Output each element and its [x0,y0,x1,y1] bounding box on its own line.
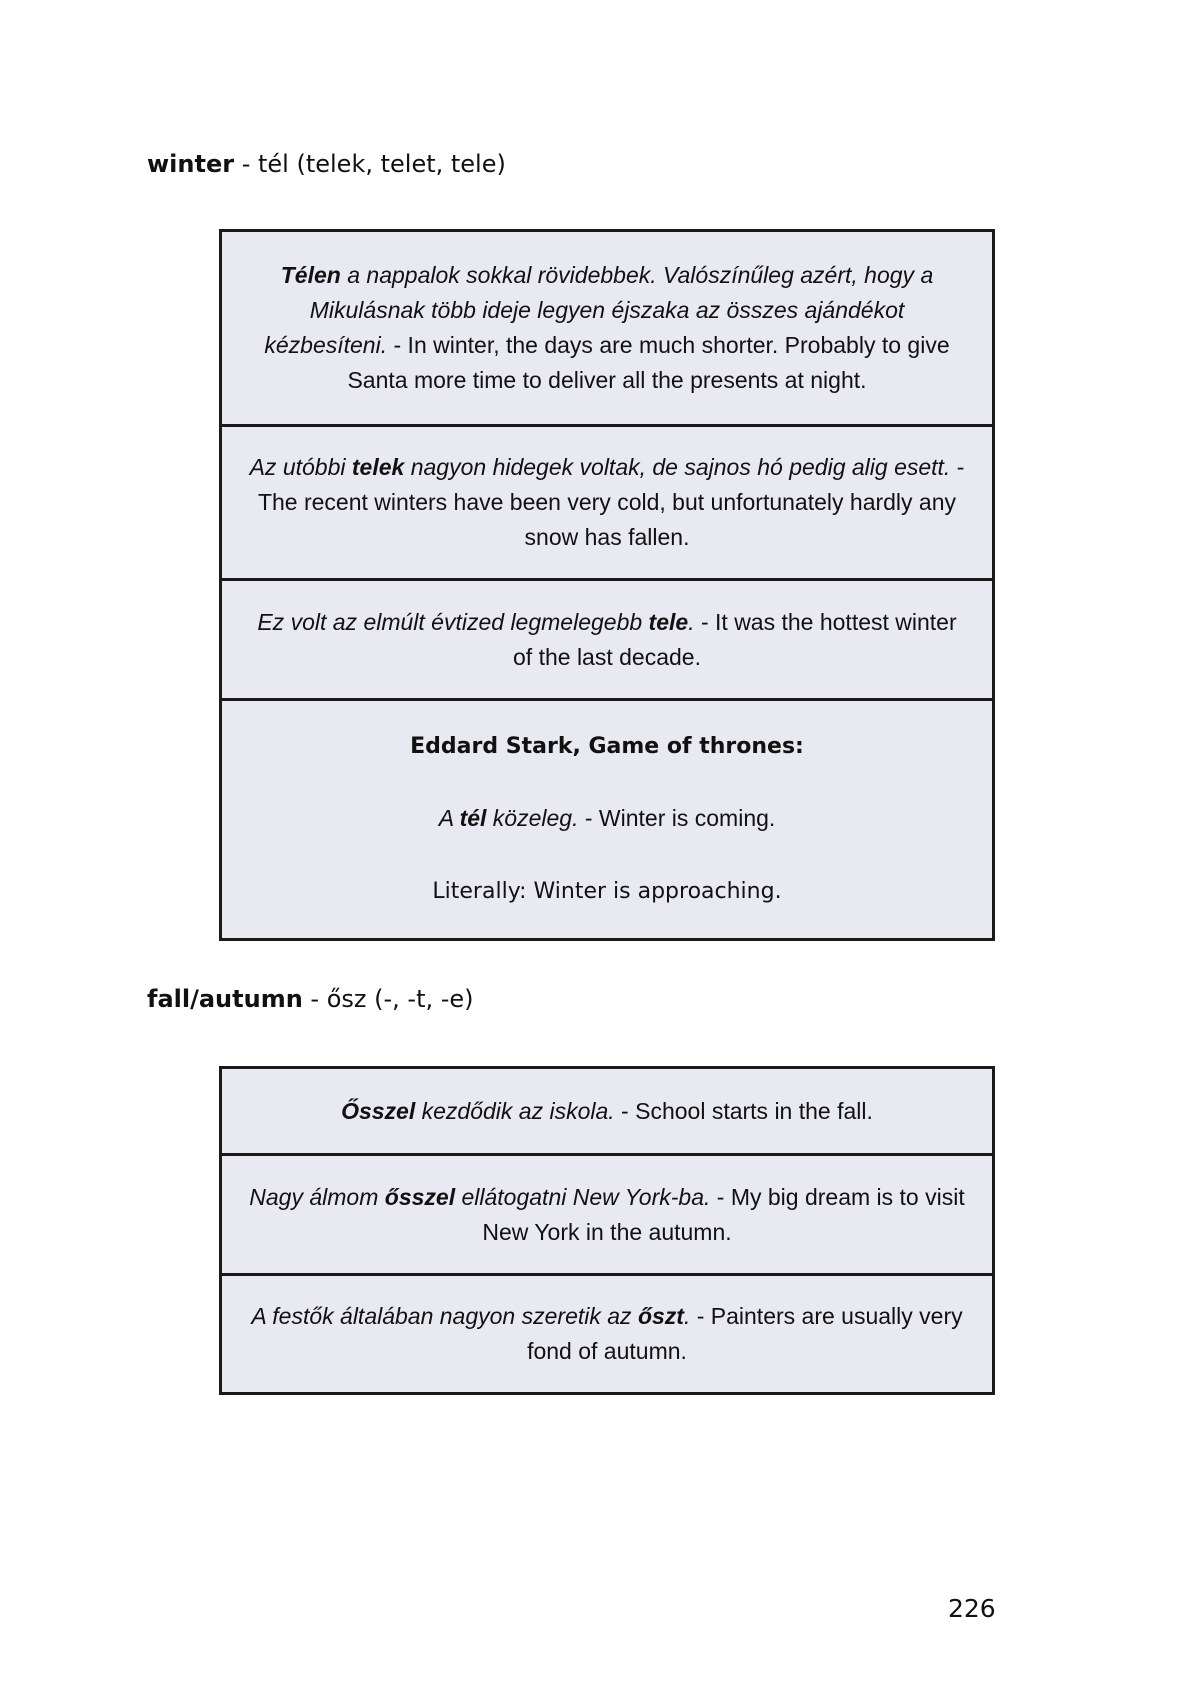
example-keyword: Ősszel [341,1097,416,1124]
example-english: - My big dream is to visit New York in the autumn. [482,1183,965,1245]
example-hungarian: Az utóbbi [249,454,352,480]
example-hungarian: ellátogatni New York-ba. [455,1183,711,1210]
example-english: - Painters are usually very fond of autumn. [527,1303,963,1364]
example-english: - It was the hottest winter of the last decade. [513,608,957,670]
example-hungarian: . [683,1303,691,1329]
example-keyword: Télen [280,262,341,288]
example-row [222,1153,992,1273]
example-hungarian: a nappalok sokkal rövidebbek. Valószínűleg azért, hogy a Mikulásnak több ideje legyen éjszaka az összes ajándékot kézbesíteni. [264,262,934,358]
example-row [222,1069,992,1153]
example-keyword: őszt [637,1303,684,1329]
example-row [222,1273,992,1392]
quote-hungarian: közeleg. [486,805,579,831]
page-number: 226 [948,1594,996,1623]
example-hungarian: A festők általában nagyon szeretik az [251,1303,638,1329]
entry-translation: - ősz (-, -t, -e) [302,985,474,1013]
example-english: - School starts in the fall. [614,1097,873,1124]
example-hungarian: kezdődik az iskola. [415,1097,615,1124]
quote-literal: Literally: Winter is approaching. [432,879,782,904]
example-hungarian: Nagy álmom [249,1183,385,1210]
entry-translation: - tél (telek, telet, tele) [234,150,506,178]
entry-word: fall/autumn [147,985,303,1013]
quote-title: Eddard Stark, Game of thrones: [410,734,804,759]
entry-heading-winter [147,150,506,178]
quote-hungarian: A [438,805,460,831]
example-hungarian: . [688,608,695,635]
example-hungarian: nagyon hidegek voltak, de sajnos hó pedig alig esett. [404,454,951,480]
fall-examples-box [219,1066,995,1395]
example-row [222,578,992,698]
example-keyword: tele [648,608,689,635]
example-row [222,232,992,424]
example-row [222,424,992,578]
example-keyword: telek [351,454,405,480]
quote-row [222,698,992,938]
winter-examples-box [219,229,995,941]
entry-heading-fall [147,985,474,1013]
example-hungarian: Ez volt az elmúlt évtized legmelegebb [257,608,649,635]
entry-word: winter [147,150,235,178]
example-english: - In winter, the days are much shorter. Probably to give Santa more time to deliver all the presents at night. [347,332,950,393]
example-keyword: ősszel [384,1183,456,1210]
quote-english: - Winter is coming. [578,805,776,831]
quote-keyword: tél [459,805,487,831]
example-english: - The recent winters have been very cold, but unfortunately hardly any snow has fallen. [257,454,965,550]
